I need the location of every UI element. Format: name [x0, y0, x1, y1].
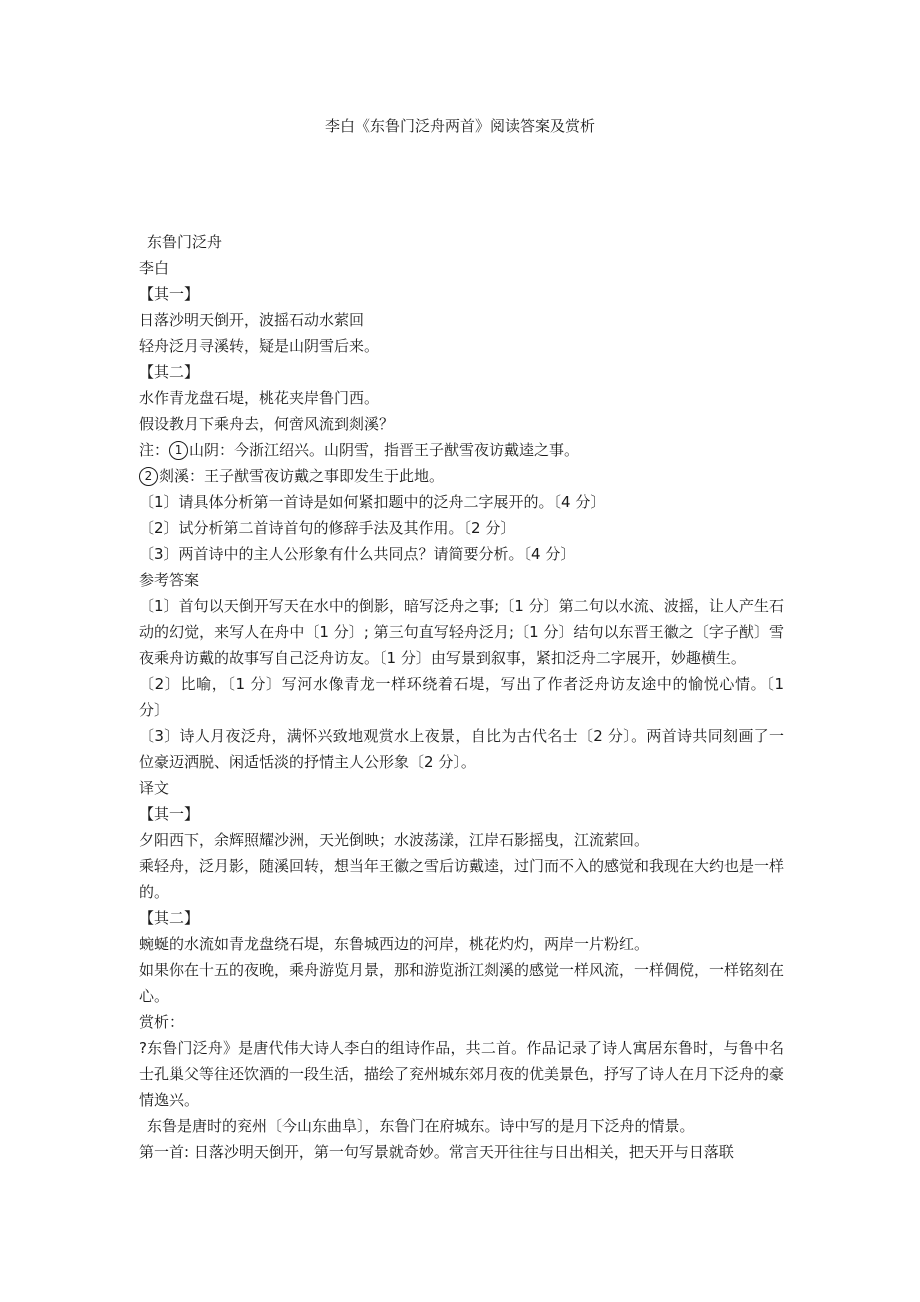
- translation-line: 乘轻舟，泛月影，随溪回转，想当年王徽之雪后访戴逵，过门而不入的感觉和我现在大约也是一样的。: [139, 857, 785, 901]
- translation-line: 如果你在十五的夜晚，乘舟游览月景，那和游览浙江剡溪的感觉一样风流，一样倜傥，一样铭刻在心。: [139, 961, 785, 1005]
- translation-part2-label: 【其二】: [139, 909, 200, 927]
- appreciation-paragraph: ?东鲁门泛舟》是唐代伟大诗人李白的组诗作品，共二首。作品记录了诗人寓居东鲁时，与鲁中名士孔巢父等往还饮酒的一段生活，描绘了兖州城东郊月夜的优美景色，抒写了诗人在月下泛舟的豪情逸兴。: [139, 1039, 785, 1109]
- note-2-text: 剡溪：王子猷雪夜访戴之事即发生于此地。: [159, 467, 445, 485]
- answers-label: 参考答案: [139, 571, 200, 589]
- question-3: 〔3〕两首诗中的主人公形象有什么共同点？请简要分析。〔4 分〕: [139, 545, 576, 563]
- poem-author: 李白: [139, 259, 170, 277]
- poem-line: 轻舟泛月寻溪转，疑是山阴雪后来。: [139, 337, 380, 355]
- question-2: 〔2〕试分析第二首诗首句的修辞手法及其作用。〔2 分〕: [139, 519, 516, 537]
- appreciation-label: 赏析：: [139, 1013, 185, 1031]
- translation-line: 夕阳西下，余辉照耀沙洲，天光倒映；水波荡漾，江岸石影摇曳，江流萦回。: [139, 831, 650, 849]
- note-2: [139, 463, 784, 489]
- note-1-text: 山阴：今浙江绍兴。山阴雪，指晋王子猷雪夜访戴逵之事。: [189, 441, 580, 459]
- poem-line: 水作青龙盘石堤，桃花夹岸鲁门西。: [139, 389, 380, 407]
- note-prefix: 注：: [139, 441, 170, 459]
- circled-number-2: 2: [139, 467, 158, 486]
- translation-line: 蜿蜒的水流如青龙盘绕石堤，东鲁城西边的河岸，桃花灼灼，两岸一片粉红。: [139, 935, 650, 953]
- appreciation-paragraph: 东鲁是唐时的兖州〔今山东曲阜〕，东鲁门在府城东。诗中写的是月下泛舟的情景。: [147, 1117, 695, 1135]
- translation-label: 译文: [139, 779, 170, 797]
- note-1: [139, 437, 784, 463]
- answer-2: 〔2〕比喻，〔1 分〕写河水像青龙一样环绕着石堤，写出了作者泛舟访友途中的愉悦心情。〔1 分〕: [139, 675, 784, 719]
- appreciation-paragraph: 第一首: 日落沙明天倒开，第一句写景就奇妙。常言天开往往与日出相关，把天开与日落联: [139, 1143, 734, 1161]
- document-body: [139, 229, 784, 1165]
- poem-part1-label: 【其一】: [139, 285, 200, 303]
- circled-number-1: 1: [169, 441, 188, 460]
- poem-part2-label: 【其二】: [139, 363, 200, 381]
- document-title: 李白《东鲁门泛舟两首》阅读答案及赏析: [324, 117, 595, 135]
- translation-part1-label: 【其一】: [139, 805, 200, 823]
- poem-line: 日落沙明天倒开，波摇石动水萦回: [139, 311, 365, 329]
- answer-1: 〔1〕首句以天倒开写天在水中的倒影，暗写泛舟之事;〔1 分〕第二句以水流、波摇，让人产生石动的幻觉，来写人在舟中〔1 分〕; 第三句直写轻舟泛月;〔1 分〕结句以东晋王徽之〔字子猷〕雪夜乘舟访戴的故事写自己泛舟访友。〔1 分〕由写景到叙事，紧扣泛舟二字展开，妙趣横生。: [139, 597, 784, 667]
- answer-3: 〔3〕诗人月夜泛舟，满怀兴致地观赏水上夜景，自比为古代名士〔2 分〕。两首诗共同刻画了一位豪迈洒脱、闲适恬淡的抒情主人公形象〔2 分〕。: [139, 727, 784, 771]
- poem-line: 假设教月下乘舟去，何啻风流到剡溪？: [139, 415, 395, 433]
- poem-heading: 东鲁门泛舟: [147, 233, 223, 251]
- question-1: 〔1〕请具体分析第一首诗是如何紧扣题中的泛舟二字展开的。〔4 分〕: [139, 493, 606, 511]
